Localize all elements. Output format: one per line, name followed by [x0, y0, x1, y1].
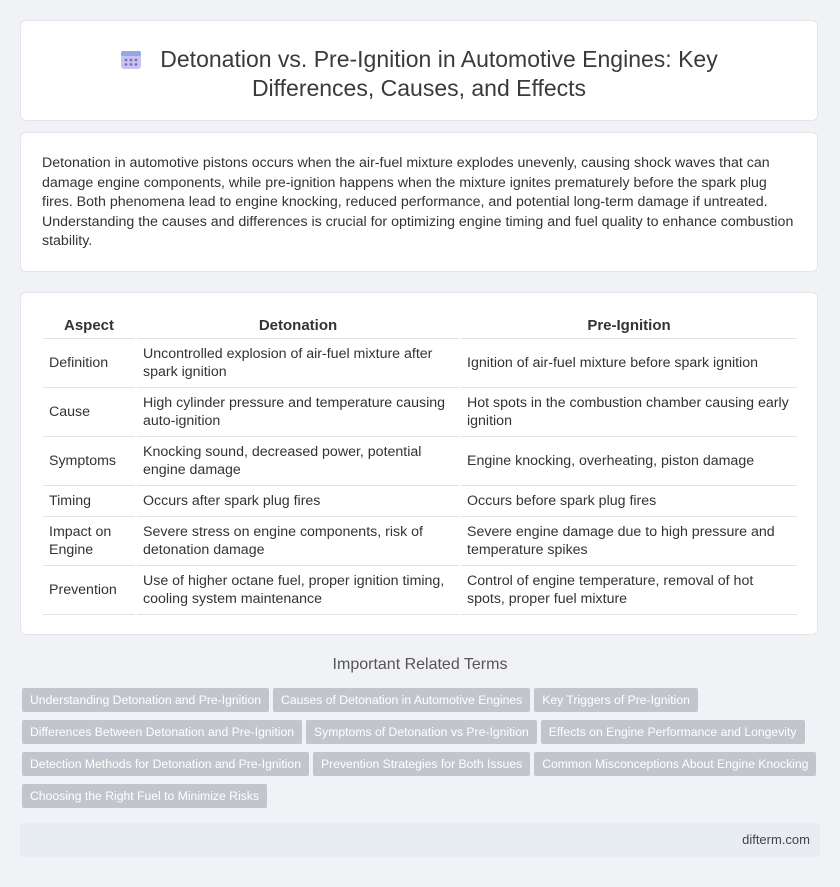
related-term-tag[interactable]: Causes of Detonation in Automotive Engines: [273, 688, 530, 712]
cell-preignition: Hot spots in the combustion chamber causing early ignition: [461, 388, 797, 437]
cell-detonation: Occurs after spark plug fires: [137, 486, 459, 517]
cell-aspect: Cause: [43, 388, 135, 437]
site-name[interactable]: difterm.com: [742, 832, 810, 847]
related-term-tag[interactable]: Key Triggers of Pre-Ignition: [534, 688, 698, 712]
comparison-table: [41, 313, 799, 615]
cell-aspect: Timing: [43, 486, 135, 517]
page-title: [21, 45, 817, 103]
cell-preignition: Occurs before spark plug fires: [461, 486, 797, 517]
footer: [20, 823, 820, 857]
cell-aspect: Prevention: [43, 566, 135, 615]
cell-preignition: Control of engine temperature, removal of hot spots, proper fuel mixture: [461, 566, 797, 615]
cell-aspect: Impact on Engine: [43, 517, 135, 566]
cell-detonation: Uncontrolled explosion of air-fuel mixture after spark ignition: [137, 339, 459, 388]
cell-detonation: Use of higher octane fuel, proper ignition timing, cooling system maintenance: [137, 566, 459, 615]
related-terms-title: Important Related Terms: [332, 656, 508, 673]
header-preignition: Pre-Ignition: [461, 313, 797, 339]
title-line-2: Differences, Causes, and Effects: [251, 75, 587, 101]
title-line-1: Detonation vs. Pre-Ignition in Automotive Engines: Key: [160, 46, 718, 72]
related-term-tag[interactable]: Choosing the Right Fuel to Minimize Risks: [22, 784, 267, 808]
related-terms-list: [22, 688, 822, 816]
related-term-tag[interactable]: Detection Methods for Detonation and Pre-Ignition: [22, 752, 309, 776]
cell-preignition: Ignition of air-fuel mixture before spark ignition: [461, 339, 797, 388]
cell-preignition: Engine knocking, overheating, piston damage: [461, 437, 797, 486]
comparison-table-card: [20, 292, 818, 635]
table-row: [43, 339, 797, 388]
related-term-tag[interactable]: Prevention Strategies for Both Issues: [313, 752, 530, 776]
intro-card: [20, 132, 818, 272]
cell-preignition: Severe engine damage due to high pressure and temperature spikes: [461, 517, 797, 566]
cell-detonation: High cylinder pressure and temperature causing auto-ignition: [137, 388, 459, 437]
intro-paragraph: Detonation in automotive pistons occurs when the air-fuel mixture explodes unevenly, causing shock waves that can damage engine components, while pre-ignition happens when the mixture ignites prematurely before the spark plug fires. Both phenomena lead to engine knocking, reduced performance, and potential long-term damage if untreated. Understanding the causes and differences is crucial for optimizing engine timing and fuel quality to enhance combustion stability.: [42, 155, 794, 250]
related-term-tag[interactable]: Effects on Engine Performance and Longevity: [541, 720, 805, 744]
table-row: [43, 517, 797, 566]
cell-detonation: Severe stress on engine components, risk of detonation damage: [137, 517, 459, 566]
table-header-row: [43, 313, 797, 339]
cell-aspect: Symptoms: [43, 437, 135, 486]
cell-aspect: Definition: [43, 339, 135, 388]
table-row: [43, 566, 797, 615]
related-term-tag[interactable]: Differences Between Detonation and Pre-Ignition: [22, 720, 302, 744]
table-row: [43, 388, 797, 437]
related-term-tag[interactable]: Symptoms of Detonation vs Pre-Ignition: [306, 720, 537, 744]
header-aspect: Aspect: [43, 313, 135, 339]
table-row: [43, 486, 797, 517]
related-term-tag[interactable]: Understanding Detonation and Pre-Ignition: [22, 688, 269, 712]
header-detonation: Detonation: [137, 313, 459, 339]
title-card: [20, 20, 818, 121]
related-term-tag[interactable]: Common Misconceptions About Engine Knocking: [534, 752, 816, 776]
table-row: [43, 437, 797, 486]
cell-detonation: Knocking sound, decreased power, potential engine damage: [137, 437, 459, 486]
calendar-grid-icon: [120, 48, 142, 70]
